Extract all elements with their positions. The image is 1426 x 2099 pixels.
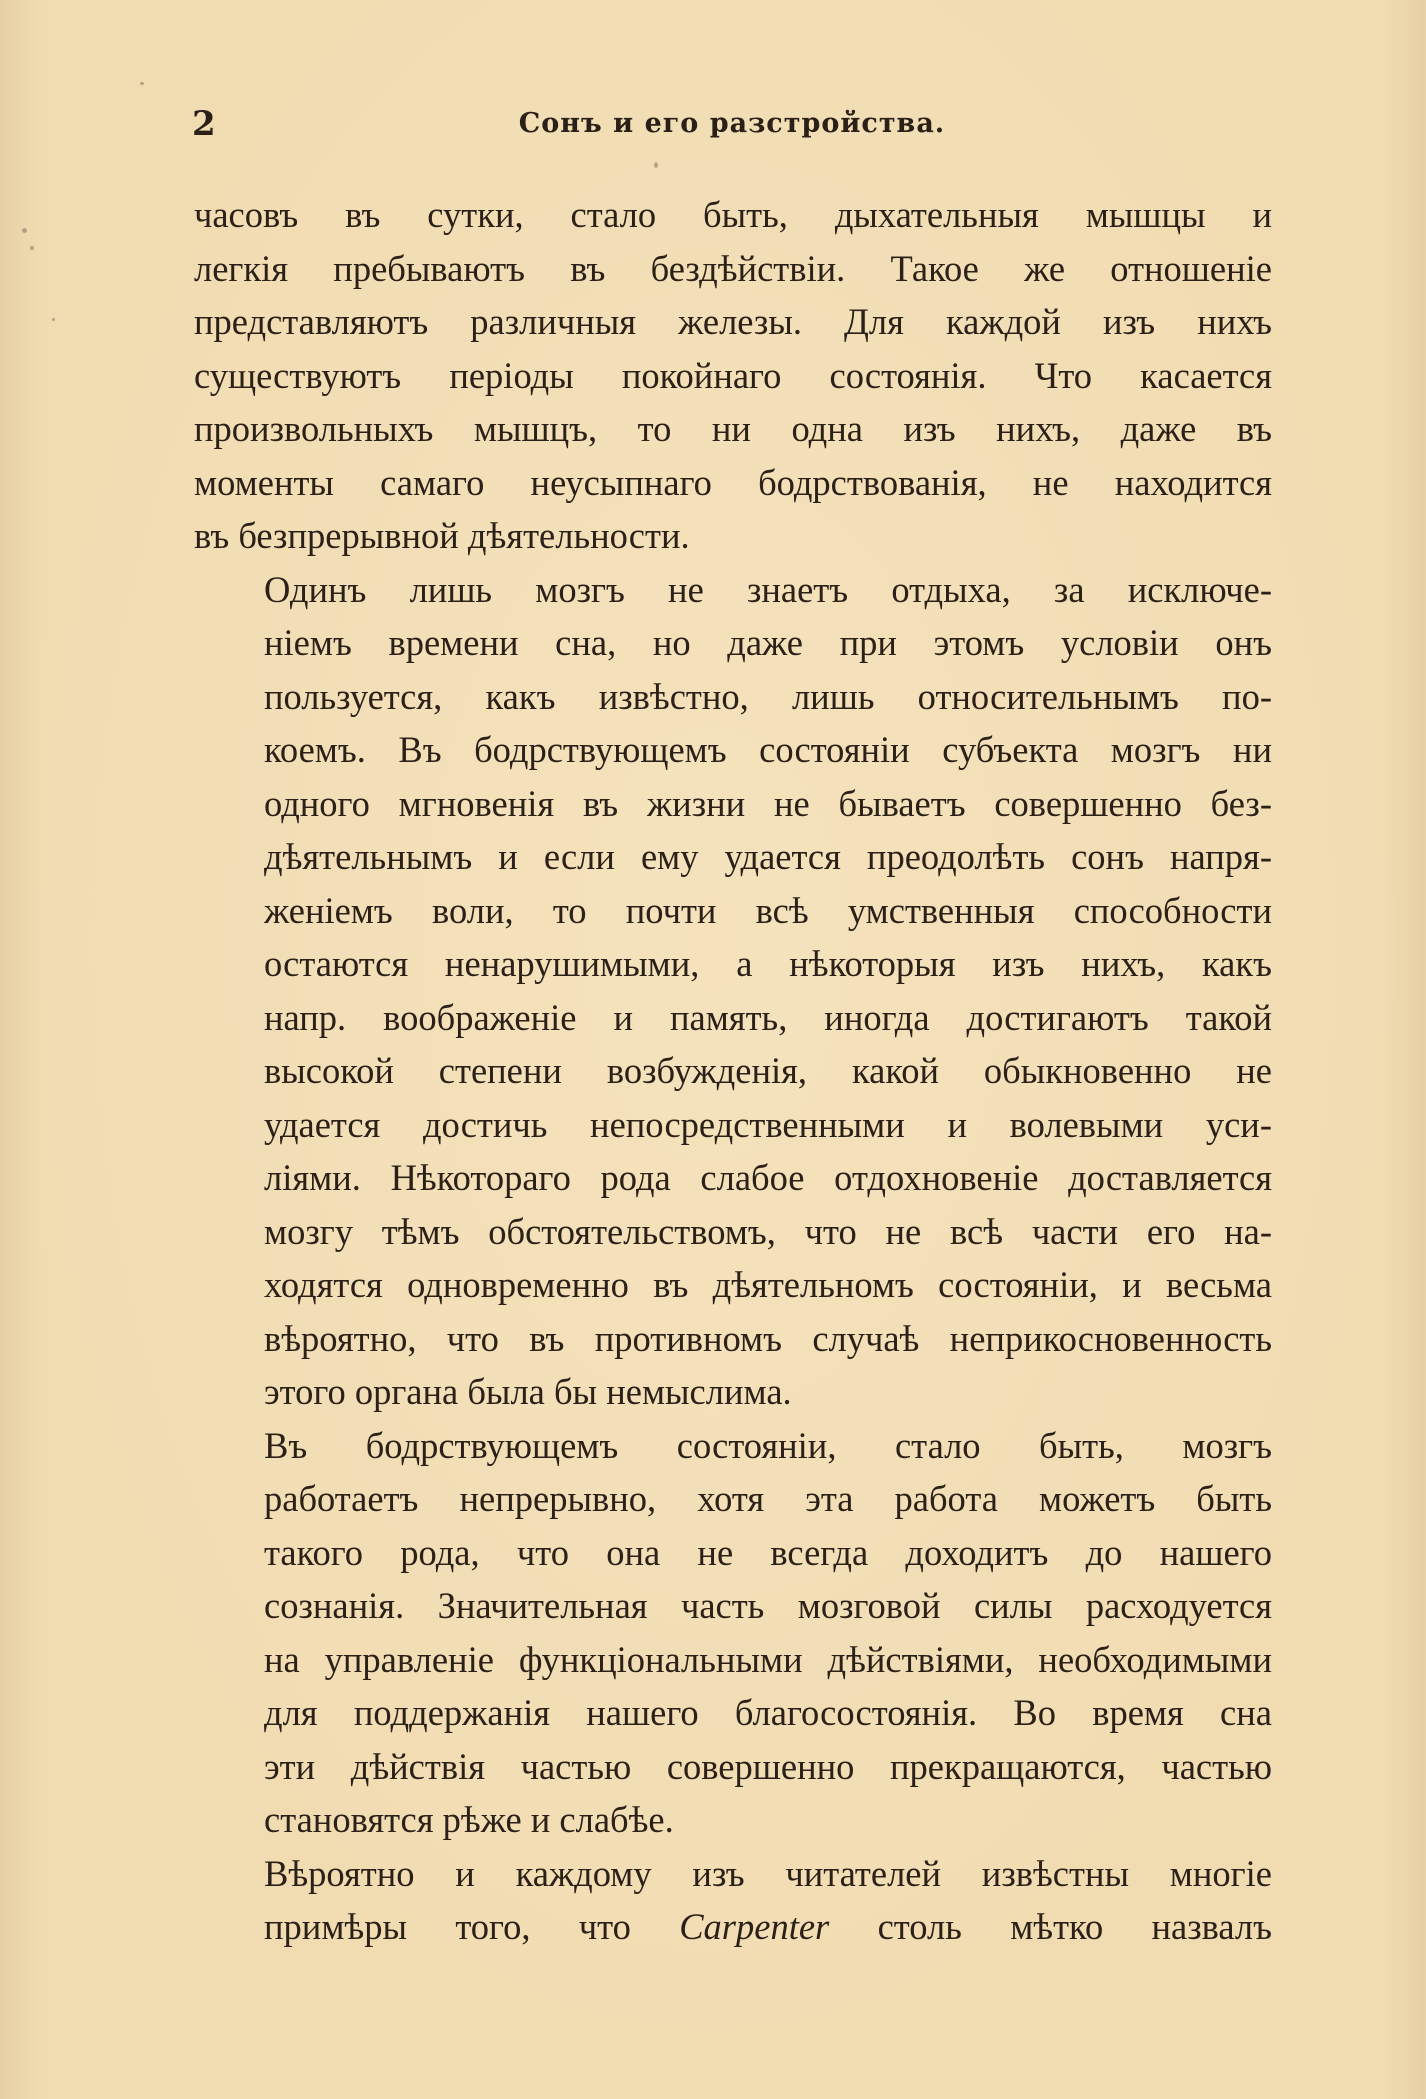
text-line: женіемъ воли, то почти всѣ умственныя способности: [264, 889, 1272, 931]
text-line: легкія пребываютъ въ бездѣйствіи. Такое же отношеніе: [194, 247, 1272, 289]
text-line: напр. воображеніе и память, иногда достигаютъ такой: [264, 996, 1272, 1038]
text-line: этого органа была бы немыслима.: [264, 1371, 792, 1412]
paragraph: [194, 188, 1272, 563]
paragraph: [194, 563, 1272, 1419]
author-name: Carpenter: [679, 1906, 830, 1947]
text-line: коемъ. Въ бодрствующемъ состояніи субъекта мозгъ ни: [264, 729, 1272, 770]
text-line: представляютъ различныя железы. Для каждой изъ нихъ: [194, 301, 1272, 342]
text-segment: примѣры того, что: [264, 1906, 631, 1947]
running-title: Сонъ и его разстройства.: [518, 108, 946, 139]
text-line: остаются ненарушимыми, а нѣкоторыя изъ нихъ, какъ: [264, 943, 1272, 984]
text-line: моменты самаго неусыпнаго бодрствованія, не находится: [194, 461, 1272, 503]
text-line: вѣроятно, что въ противномъ случаѣ неприкосновенность: [264, 1317, 1272, 1359]
text-line: высокой степени возбужденія, какой обыкновенно не: [264, 1050, 1272, 1091]
text-line: удается достичь непосредственными и волевыми уси-: [264, 1103, 1272, 1145]
page-number: 2: [192, 104, 216, 144]
paragraph: [194, 1419, 1272, 1847]
body-text: [194, 188, 1272, 1954]
text-line: дѣятельнымъ и если ему удается преодолѣть сонъ напря-: [264, 836, 1272, 877]
text-line: становятся рѣже и слабѣе.: [264, 1799, 674, 1840]
text-line: произвольныхъ мышцъ, то ни одна изъ нихъ, даже въ: [194, 408, 1272, 449]
paper-speck: [30, 246, 34, 250]
paragraph: [194, 1847, 1272, 1954]
text-line: работаетъ непрерывно, хотя эта работа можетъ быть: [264, 1478, 1272, 1519]
text-line: существуютъ періоды покойнаго состоянія. Что касается: [194, 354, 1272, 396]
text-line: Вѣроятно и каждому изъ читателей извѣстны многіе: [264, 1852, 1272, 1894]
text-line: такого рода, что она не всегда доходитъ до нашего: [264, 1531, 1272, 1573]
text-line: ходятся одновременно въ дѣятельномъ состояніи, и весьма: [264, 1264, 1272, 1305]
text-line: пользуется, какъ извѣстно, лишь относительнымъ по-: [264, 675, 1272, 717]
text-line: Одинъ лишь мозгъ не знаетъ отдыха, за исключе-: [264, 568, 1272, 610]
text-line: ліями. Нѣкотораго рода слабое отдохновеніе доставляется: [264, 1157, 1272, 1198]
text-segment: столь мѣтко назвалъ: [877, 1906, 1273, 1947]
text-line: Въ бодрствующемъ состояніи, стало быть, мозгъ: [264, 1424, 1272, 1466]
text-line: мозгу тѣмъ обстоятельствомъ, что не всѣ части его на-: [264, 1210, 1272, 1252]
text-line-with-name: [194, 1900, 1272, 1954]
paper-speck: [22, 228, 27, 233]
text-line: на управленіе функціональными дѣйствіями, необходимыми: [264, 1638, 1272, 1680]
text-line: ніемъ времени сна, но даже при этомъ условіи онъ: [264, 622, 1272, 663]
text-line: одного мгновенія въ жизни не бываетъ совершенно без-: [264, 782, 1272, 824]
text-line: эти дѣйствія частью совершенно прекращаются, частью: [264, 1745, 1272, 1787]
paper-speck: [140, 82, 144, 85]
paper-speck: [52, 318, 55, 321]
paper-speck: [654, 162, 658, 168]
text-line: для поддержанія нашего благосостоянія. Во время сна: [264, 1692, 1272, 1733]
text-line: сознанія. Значительная часть мозговой силы расходуется: [264, 1585, 1272, 1626]
text-line: часовъ въ сутки, стало быть, дыхательныя мышцы и: [194, 194, 1272, 235]
text-line: въ безпрерывной дѣятельности.: [194, 515, 690, 556]
running-header: [192, 104, 1272, 154]
